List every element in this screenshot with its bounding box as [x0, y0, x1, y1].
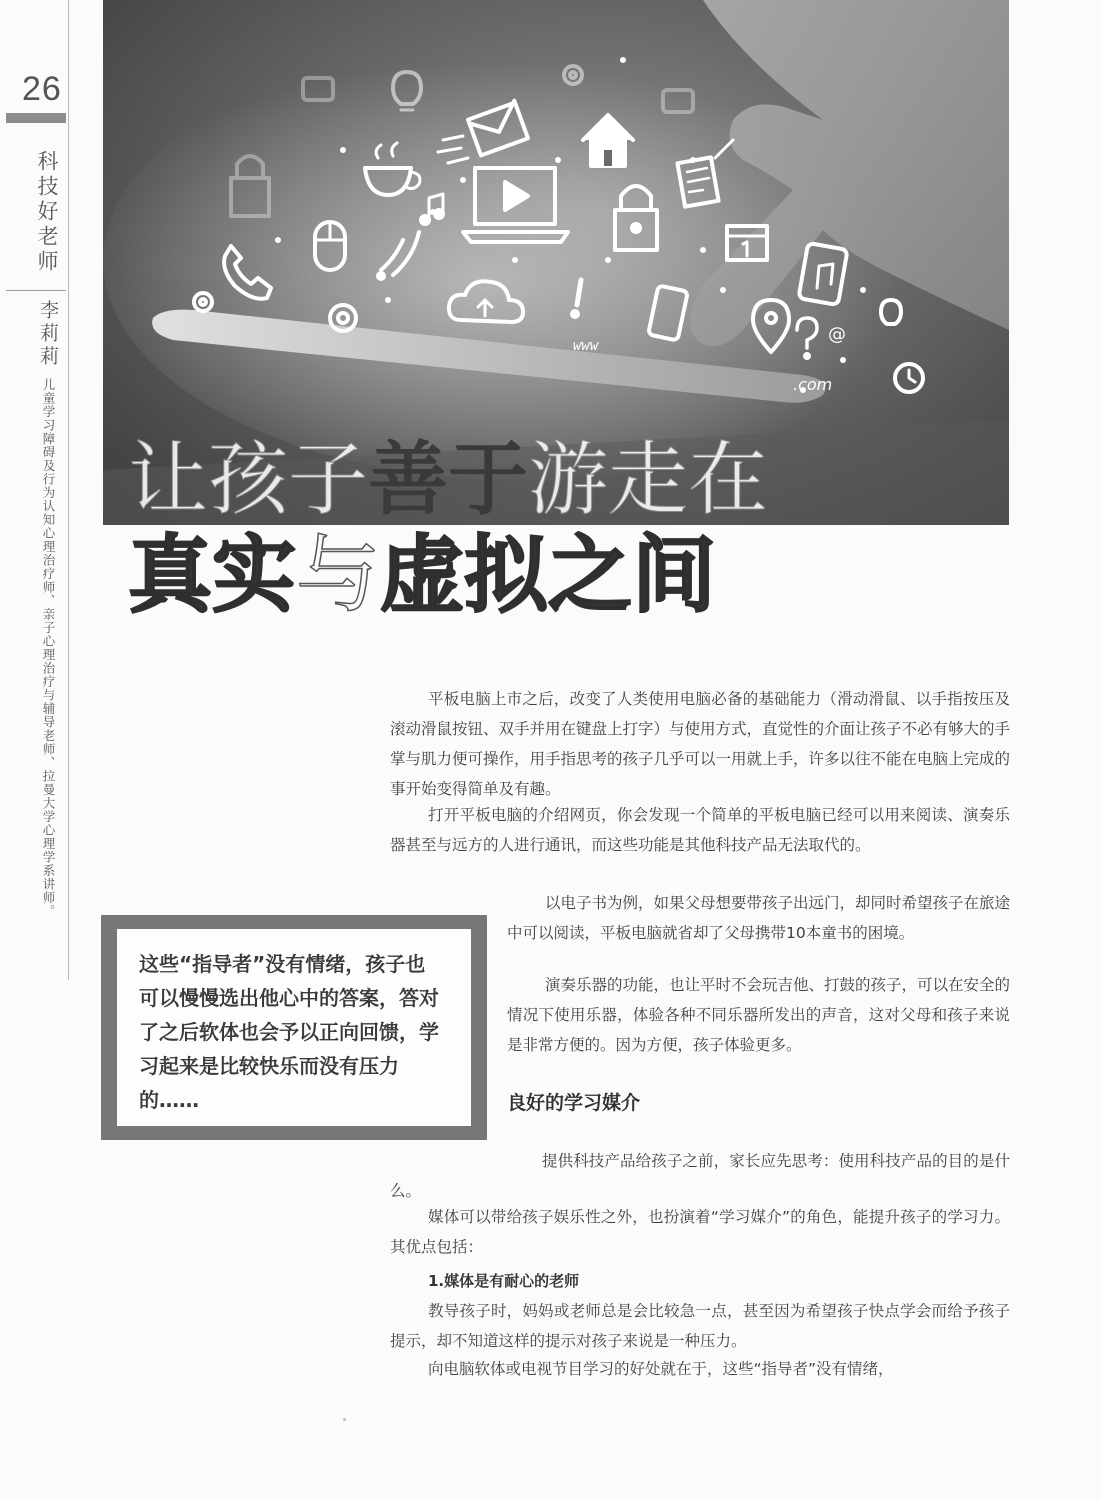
article-paragraph-6: 媒体可以带给孩子娱乐性之外，也扮演着“学习媒介”的角色，能提升孩子的学习力。其优点包括：	[390, 1208, 1010, 1256]
author-bio: 儿童学习障碍及行为认知心理治疗师、亲子心理治疗与辅导老师、拉曼大学心理学系讲师。	[41, 378, 56, 918]
pull-quote-box	[101, 915, 487, 1140]
headline-part-1b: 善于	[368, 433, 528, 526]
sidebar-rule	[68, 0, 69, 980]
article-paragraph-1: 平板电脑上市之后，改变了人类使用电脑必备的基础能力（滑动滑鼠、以手指按压及滚动滑鼠按钮、双手并用在键盘上打字）与使用方式，直觉性的介面让孩子不必有够大的手掌与肌力便可操作，用手指思考的孩子几乎可以一用就上手，许多以往不能在电脑上完成的事开始变得简单及有趣。	[390, 690, 1011, 798]
print-speck	[343, 1418, 346, 1421]
sidebar	[0, 0, 80, 1500]
article-paragraph-8: 向电脑软体或电视节目学习的好处就在于，这些“指导者”没有情绪，	[428, 1360, 894, 1378]
column-name: 科技好老师	[35, 150, 59, 275]
section-heading: 良好的学习媒介	[507, 1092, 641, 1114]
page-number-bar	[6, 113, 66, 123]
sub-heading: 1.媒体是有耐心的老师	[428, 1272, 580, 1290]
column-divider	[6, 290, 66, 291]
pull-quote-text: 这些“指导者”没有情绪，孩子也可以慢慢选出他心中的答案，答对了之后软体也会予以正向回馈，学习起来是比较快乐而没有压力的……	[139, 952, 439, 1112]
article-paragraph-5: 提供科技产品给孩子之前，家长应先思考：使用科技产品的目的是什么。	[390, 1152, 1010, 1200]
headline-part-2a: 真实	[128, 526, 297, 624]
headline-part-1c: 游走在	[528, 433, 768, 526]
com-label: .com	[793, 375, 833, 394]
headline-part-1a: 让孩子	[128, 433, 368, 526]
page-number: 26	[22, 70, 62, 108]
hero-image	[103, 0, 1009, 525]
pull-quote-inner	[117, 929, 471, 1126]
article-paragraph-3: 以电子书为例，如果父母想要带孩子出远门，却同时希望孩子在旅途中可以阅读，平板电脑就省却了父母携带10本童书的困境。	[507, 894, 1011, 942]
headline-line-2	[128, 526, 717, 624]
article-paragraph-2: 打开平板电脑的介绍网页，你会发现一个简单的平板电脑已经可以用来阅读、演奏乐器甚至与远方的人进行通讯，而这些功能是其他科技产品无法取代的。	[390, 806, 1010, 854]
headline-part-2b: 与	[296, 526, 381, 624]
article-paragraph-4: 演奏乐器的功能，也让平时不会玩吉他、打鼓的孩子，可以在安全的情况下使用乐器，体验各种不同乐器所发出的声音，这对父母和孩子来说是非常方便的。因为方便，孩子体验更多。	[507, 976, 1011, 1054]
headline-part-2c: 虚拟之间	[380, 526, 717, 624]
article-paragraph-7: 教导孩子时，妈妈或老师总是会比较急一点，甚至因为希望孩子快点学会而给予孩子提示，却不知道这样的提示对孩子来说是一种压力。	[390, 1302, 1010, 1350]
clock-icon	[895, 364, 923, 392]
www-label: www	[573, 338, 599, 354]
at-label: @	[828, 324, 846, 345]
hero-illustration	[103, 0, 1009, 525]
author-name: 李莉莉	[37, 300, 59, 369]
